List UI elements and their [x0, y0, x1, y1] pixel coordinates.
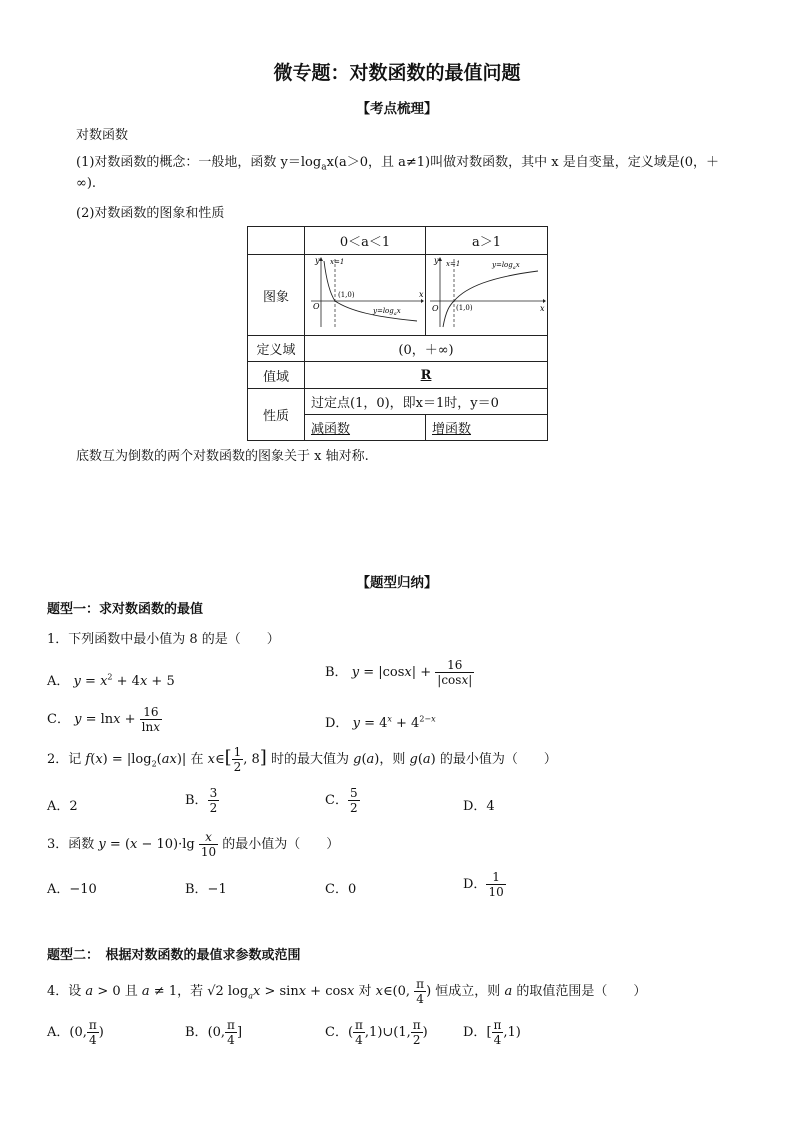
table-header-a-gt-1: a＞1 — [426, 227, 548, 255]
q2-option-c: C． $\frac{5}{2}$ — [325, 786, 358, 815]
topic-label: 对数函数 — [76, 128, 129, 143]
q3-option-c: C．0 — [325, 882, 357, 897]
q1-option-a: A． $y = x^2 + 4x + 5$ — [47, 672, 175, 689]
graph-y-label-2: y — [434, 256, 439, 265]
graph-origin-label: O — [313, 302, 320, 311]
section-heading-review: 【考点梳理】 — [356, 101, 438, 117]
graph-origin-label-2: O — [432, 304, 439, 313]
q3-option-b: B．−1 — [185, 882, 227, 897]
question-4: 4．设 a > 0 且 a ≠ 1，若 √2 $\log_ax > \sin x + \cos x$ 对 x∈(0, $\frac{\pi}{4}$ ) 恒成立，则 a 的取值范围是（ ） — [47, 977, 647, 1006]
q1-option-c: C． y = lnx + $\frac{16}{\ln x}$ — [47, 705, 161, 734]
graph-x-label: x — [419, 290, 424, 299]
table-row-range-label: 值域 — [248, 362, 305, 389]
graph-func-label-2: $y=\log_ax$ — [492, 261, 520, 271]
q4-option-b: B．(0, $\frac{\pi}{4}$ ] — [185, 1018, 243, 1047]
graph-x-label-2: x — [540, 304, 545, 313]
section-heading-types: 【题型归纳】 — [356, 575, 438, 591]
graph-x1-label-2: x=1 — [446, 260, 461, 268]
q3-option-d: D． $\frac{1}{10}$ — [463, 870, 504, 899]
table-corner — [248, 227, 305, 255]
q4-option-c: C．( $\frac{\pi}{4}$ ,1)∪(1, $\frac{\pi}{2}$ ) — [325, 1018, 428, 1047]
q2-option-a: A．2 — [47, 799, 78, 814]
table-row-graph-label: 图象 — [248, 255, 305, 336]
decreasing-log-graph — [305, 255, 425, 331]
table-row-domain-label: 定义域 — [248, 336, 305, 362]
table-row-prop-label: 性质 — [248, 389, 305, 441]
type2-heading: 题型二： 根据对数函数的最值求参数或范围 — [47, 948, 301, 963]
graph-point-label: (1,0) — [338, 291, 355, 299]
table-header-a-lt-1: 0＜a＜1 — [305, 227, 426, 255]
graph-heading: (2)对数函数的图象和性质 — [76, 206, 225, 221]
type1-heading: 题型一：求对数函数的最值 — [47, 602, 204, 617]
question-3: 3．函数 y = (x − 10)·lg $\frac{x}{10}$ 的最小值为（ ） — [47, 830, 340, 859]
q1-option-d: D． $y = 4^x + 4^{2-x}$ — [325, 714, 436, 731]
symmetry-note: 底数互为倒数的两个对数函数的图象关于 x 轴对称. — [76, 449, 369, 464]
table-domain-value: (0，＋∞) — [305, 336, 548, 362]
increasing-log-graph — [426, 255, 547, 331]
graph-func-label: $y=\log_ax$ — [373, 307, 401, 317]
table-prop-common: 过定点(1，0)，即x＝1时，y＝0 — [305, 389, 548, 415]
graph-x1-label: x=1 — [330, 258, 345, 266]
question-2: 2．记 $f(x) = |\log_2(ax)|$ 在 x∈[ $\frac{1}{2}$ , 8] 时的最大值为 g(a)，则 g(a) 的最小值为（ ） — [47, 745, 557, 774]
q4-option-d: D．[ $\frac{\pi}{4}$ ,1) — [463, 1018, 521, 1047]
graph-decreasing — [305, 255, 426, 336]
definition-line-1: (1)对数函数的概念：一般地，函数 $y=\log_ax(a>0$，且 a≠1)叫做对数函数，其中 x 是自变量，定义域是(0，＋ — [76, 155, 720, 173]
table-range-value: R — [305, 362, 548, 389]
page-title: 微专题：对数函数的最值问题 — [273, 62, 521, 84]
q2-option-b: B． $\frac{3}{2}$ — [185, 786, 218, 815]
q3-option-a: A．−10 — [47, 882, 97, 897]
table-prop-increasing: 增函数 — [426, 415, 548, 441]
q4-option-a: A．(0, $\frac{\pi}{4}$ ) — [47, 1018, 104, 1047]
graph-point-label-2: (1,0) — [456, 304, 473, 312]
graph-increasing — [426, 255, 548, 336]
q1-option-b: B． y = |cosx| + $\frac{16}{|\cos x|}$ — [325, 658, 473, 687]
graph-y-label: y — [315, 256, 320, 265]
log-properties-table — [247, 226, 548, 441]
table-prop-decreasing: 减函数 — [305, 415, 426, 441]
definition-line-2: ∞). — [76, 176, 97, 191]
question-1: 1．下列函数中最小值为 8 的是（ ） — [47, 632, 280, 647]
q2-option-d: D．4 — [463, 799, 495, 814]
